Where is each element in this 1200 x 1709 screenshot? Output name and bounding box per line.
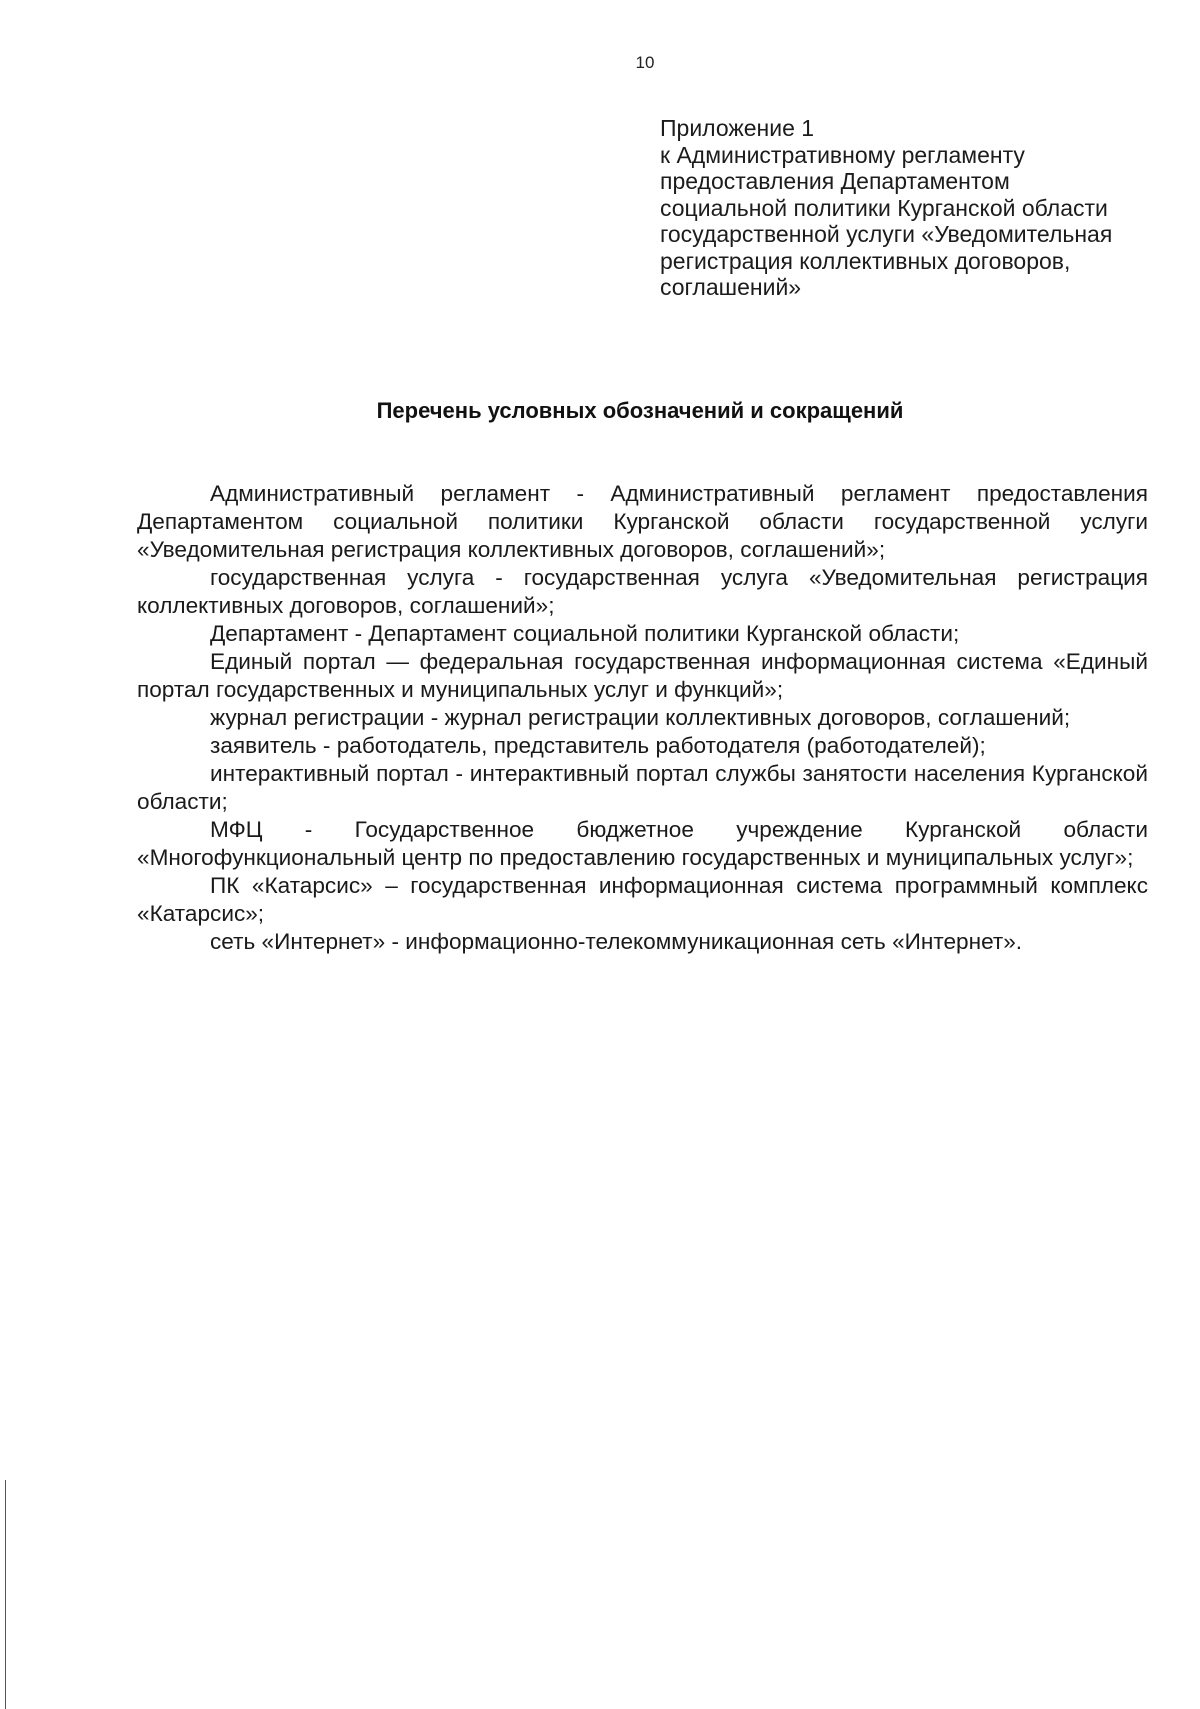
appendix-line: к Административному регламенту — [660, 141, 1025, 168]
page-number: 10 — [635, 53, 655, 72]
definition-mfc: МФЦ - Государственное бюджетное учреждение Курганской области «Многофункциональный центр по предоставлению государственных и муниципальных услуг»; — [137, 817, 1148, 870]
definition-administrative-regulation: Административный регламент - Административный регламент предоставления Департаментом социальной политики Курганской области государственной услуги «Уведомительная регистрация коллективных договоров, соглашений»; — [137, 481, 1148, 562]
definition-department: Департамент - Департамент социальной политики Курганской области; — [210, 621, 960, 646]
definition-unified-portal: Единый портал — федеральная государственная информационная система «Единый портал государственных и муниципальных услуг и функций»; — [137, 649, 1148, 702]
definition-interactive-portal: интерактивный портал - интерактивный портал службы занятости населения Курганской области; — [137, 761, 1148, 814]
scan-edge-line — [5, 1480, 6, 1709]
appendix-header — [660, 115, 1180, 301]
appendix-line: соглашений» — [660, 274, 802, 300]
definition-state-service: государственная услуга - государственная услуга «Уведомительная регистрация коллективных договоров, соглашений»; — [137, 565, 1148, 618]
definition-internet: сеть «Интернет» - информационно-телекоммуникационная сеть «Интернет». — [210, 929, 1023, 954]
appendix-line: Приложение 1 — [660, 115, 815, 141]
definitions-list — [137, 480, 1148, 956]
definition-pk-katarsis: ПК «Катарсис» – государственная информационная система программный комплекс «Катарсис»; — [137, 873, 1148, 926]
appendix-line: государственной услуги «Уведомительная — [660, 221, 1113, 247]
definition-applicant: заявитель - работодатель, представитель работодателя (работодателей); — [210, 733, 986, 758]
appendix-line: социальной политики Курганской области — [660, 194, 1108, 221]
appendix-line: предоставления Департаментом — [660, 168, 1010, 194]
definition-registration-journal: журнал регистрации - журнал регистрации коллективных договоров, соглашений; — [210, 705, 1071, 730]
appendix-line: регистрация коллективных договоров, — [660, 247, 1071, 274]
document-title: Перечень условных обозначений и сокращений — [376, 398, 904, 423]
